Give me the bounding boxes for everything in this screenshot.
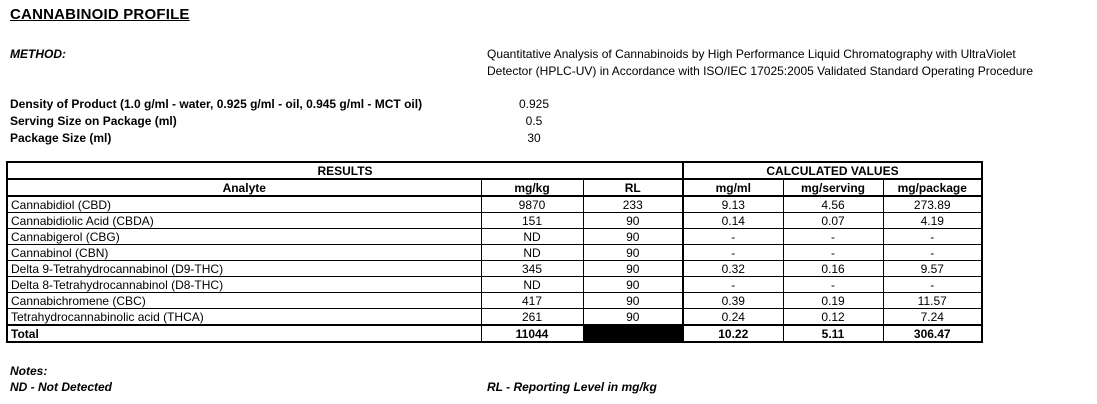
cell-mgkg: 261: [481, 309, 583, 326]
cell-analyte: Cannabichromene (CBC): [7, 293, 481, 309]
cell-mgserving: 4.56: [783, 196, 883, 213]
col-mgkg: mg/kg: [481, 179, 583, 196]
cell-mgpackage: -: [883, 277, 982, 293]
total-rl-blank: [583, 325, 683, 342]
package-size-label: Package Size (ml): [10, 131, 112, 145]
cell-analyte: Tetrahydrocannabinolic acid (THCA): [7, 309, 481, 326]
col-analyte: Analyte: [7, 179, 481, 196]
table-row: [7, 261, 982, 277]
table-row: [7, 277, 982, 293]
cell-analyte: Cannabidiol (CBD): [7, 196, 481, 213]
col-mgserving: mg/serving: [783, 179, 883, 196]
col-mgml: mg/ml: [683, 179, 783, 196]
cell-mgml: -: [683, 277, 783, 293]
total-row: [7, 325, 982, 342]
cell-mgml: -: [683, 229, 783, 245]
table-column-header: [7, 179, 982, 196]
cell-mgkg: 345: [481, 261, 583, 277]
cell-mgpackage: -: [883, 245, 982, 261]
method-line-2: Detector (HPLC-UV) in Accordance with ISO/IEC 17025:2005 Validated Standard Operating Procedure: [487, 64, 1034, 78]
cell-rl: 90: [583, 229, 683, 245]
cell-mgkg: 417: [481, 293, 583, 309]
total-mgpackage: 306.47: [883, 325, 982, 342]
cell-mgpackage: 11.57: [883, 293, 982, 309]
cell-mgpackage: 9.57: [883, 261, 982, 277]
cell-mgml: 0.39: [683, 293, 783, 309]
table-row: [7, 293, 982, 309]
cell-analyte: Cannabidiolic Acid (CBDA): [7, 213, 481, 229]
cell-rl: 90: [583, 277, 683, 293]
cell-mgkg: ND: [481, 277, 583, 293]
cell-mgserving: -: [783, 277, 883, 293]
cell-mgpackage: 7.24: [883, 309, 982, 326]
cell-rl: 233: [583, 196, 683, 213]
results-header: RESULTS: [7, 162, 683, 179]
cell-rl: 90: [583, 293, 683, 309]
cell-mgserving: -: [783, 245, 883, 261]
serving-size-value: 0.5: [525, 114, 543, 128]
table-row: [7, 245, 982, 261]
cell-mgml: 0.32: [683, 261, 783, 277]
cell-rl: 90: [583, 245, 683, 261]
table-row: [7, 213, 982, 229]
cell-mgkg: ND: [481, 229, 583, 245]
cell-mgml: -: [683, 245, 783, 261]
notes-label: Notes:: [10, 364, 48, 378]
cell-mgserving: 0.16: [783, 261, 883, 277]
note-rl: RL - Reporting Level in mg/kg: [487, 380, 657, 394]
method-line-1: Quantitative Analysis of Cannabinoids by High Performance Liquid Chromatography with UltraViolet: [487, 47, 1016, 61]
cell-analyte: Delta 8-Tetrahydrocannabinol (D8-THC): [7, 277, 481, 293]
cell-mgserving: 0.12: [783, 309, 883, 326]
note-nd: ND - Not Detected: [10, 380, 113, 394]
method-description: [487, 46, 1087, 80]
table-group-header: [7, 162, 982, 179]
cell-mgserving: 0.19: [783, 293, 883, 309]
cell-mgpackage: 4.19: [883, 213, 982, 229]
density-label: Density of Product (1.0 g/ml - water, 0.925 g/ml - oil, 0.945 g/ml - MCT oil): [10, 97, 423, 111]
cell-rl: 90: [583, 213, 683, 229]
calculated-values-header: CALCULATED VALUES: [683, 162, 982, 179]
table-row: [7, 229, 982, 245]
cell-rl: 90: [583, 261, 683, 277]
total-label: Total: [7, 325, 481, 342]
total-mgserving: 5.11: [783, 325, 883, 342]
cell-mgkg: 151: [481, 213, 583, 229]
total-mgkg: 11044: [481, 325, 583, 342]
cell-mgkg: 9870: [481, 196, 583, 213]
serving-size-label: Serving Size on Package (ml): [10, 114, 177, 128]
page-title: CANNABINOID PROFILE: [10, 6, 190, 23]
cell-mgml: 0.14: [683, 213, 783, 229]
cell-rl: 90: [583, 309, 683, 326]
method-label: METHOD:: [10, 47, 66, 61]
cell-mgserving: -: [783, 229, 883, 245]
cell-mgml: 9.13: [683, 196, 783, 213]
cell-mgserving: 0.07: [783, 213, 883, 229]
cell-analyte: Cannabinol (CBN): [7, 245, 481, 261]
col-rl: RL: [583, 179, 683, 196]
density-value: 0.925: [518, 97, 550, 111]
cannabinoid-results-table: [6, 161, 983, 343]
cell-analyte: Delta 9-Tetrahydrocannabinol (D9-THC): [7, 261, 481, 277]
cell-mgkg: ND: [481, 245, 583, 261]
table-row: [7, 196, 982, 213]
cell-analyte: Cannabigerol (CBG): [7, 229, 481, 245]
cell-mgpackage: 273.89: [883, 196, 982, 213]
col-mgpackage: mg/package: [883, 179, 982, 196]
total-mgml: 10.22: [683, 325, 783, 342]
cell-mgml: 0.24: [683, 309, 783, 326]
table-row: [7, 309, 982, 326]
package-size-value: 30: [527, 131, 541, 145]
cell-mgpackage: -: [883, 229, 982, 245]
